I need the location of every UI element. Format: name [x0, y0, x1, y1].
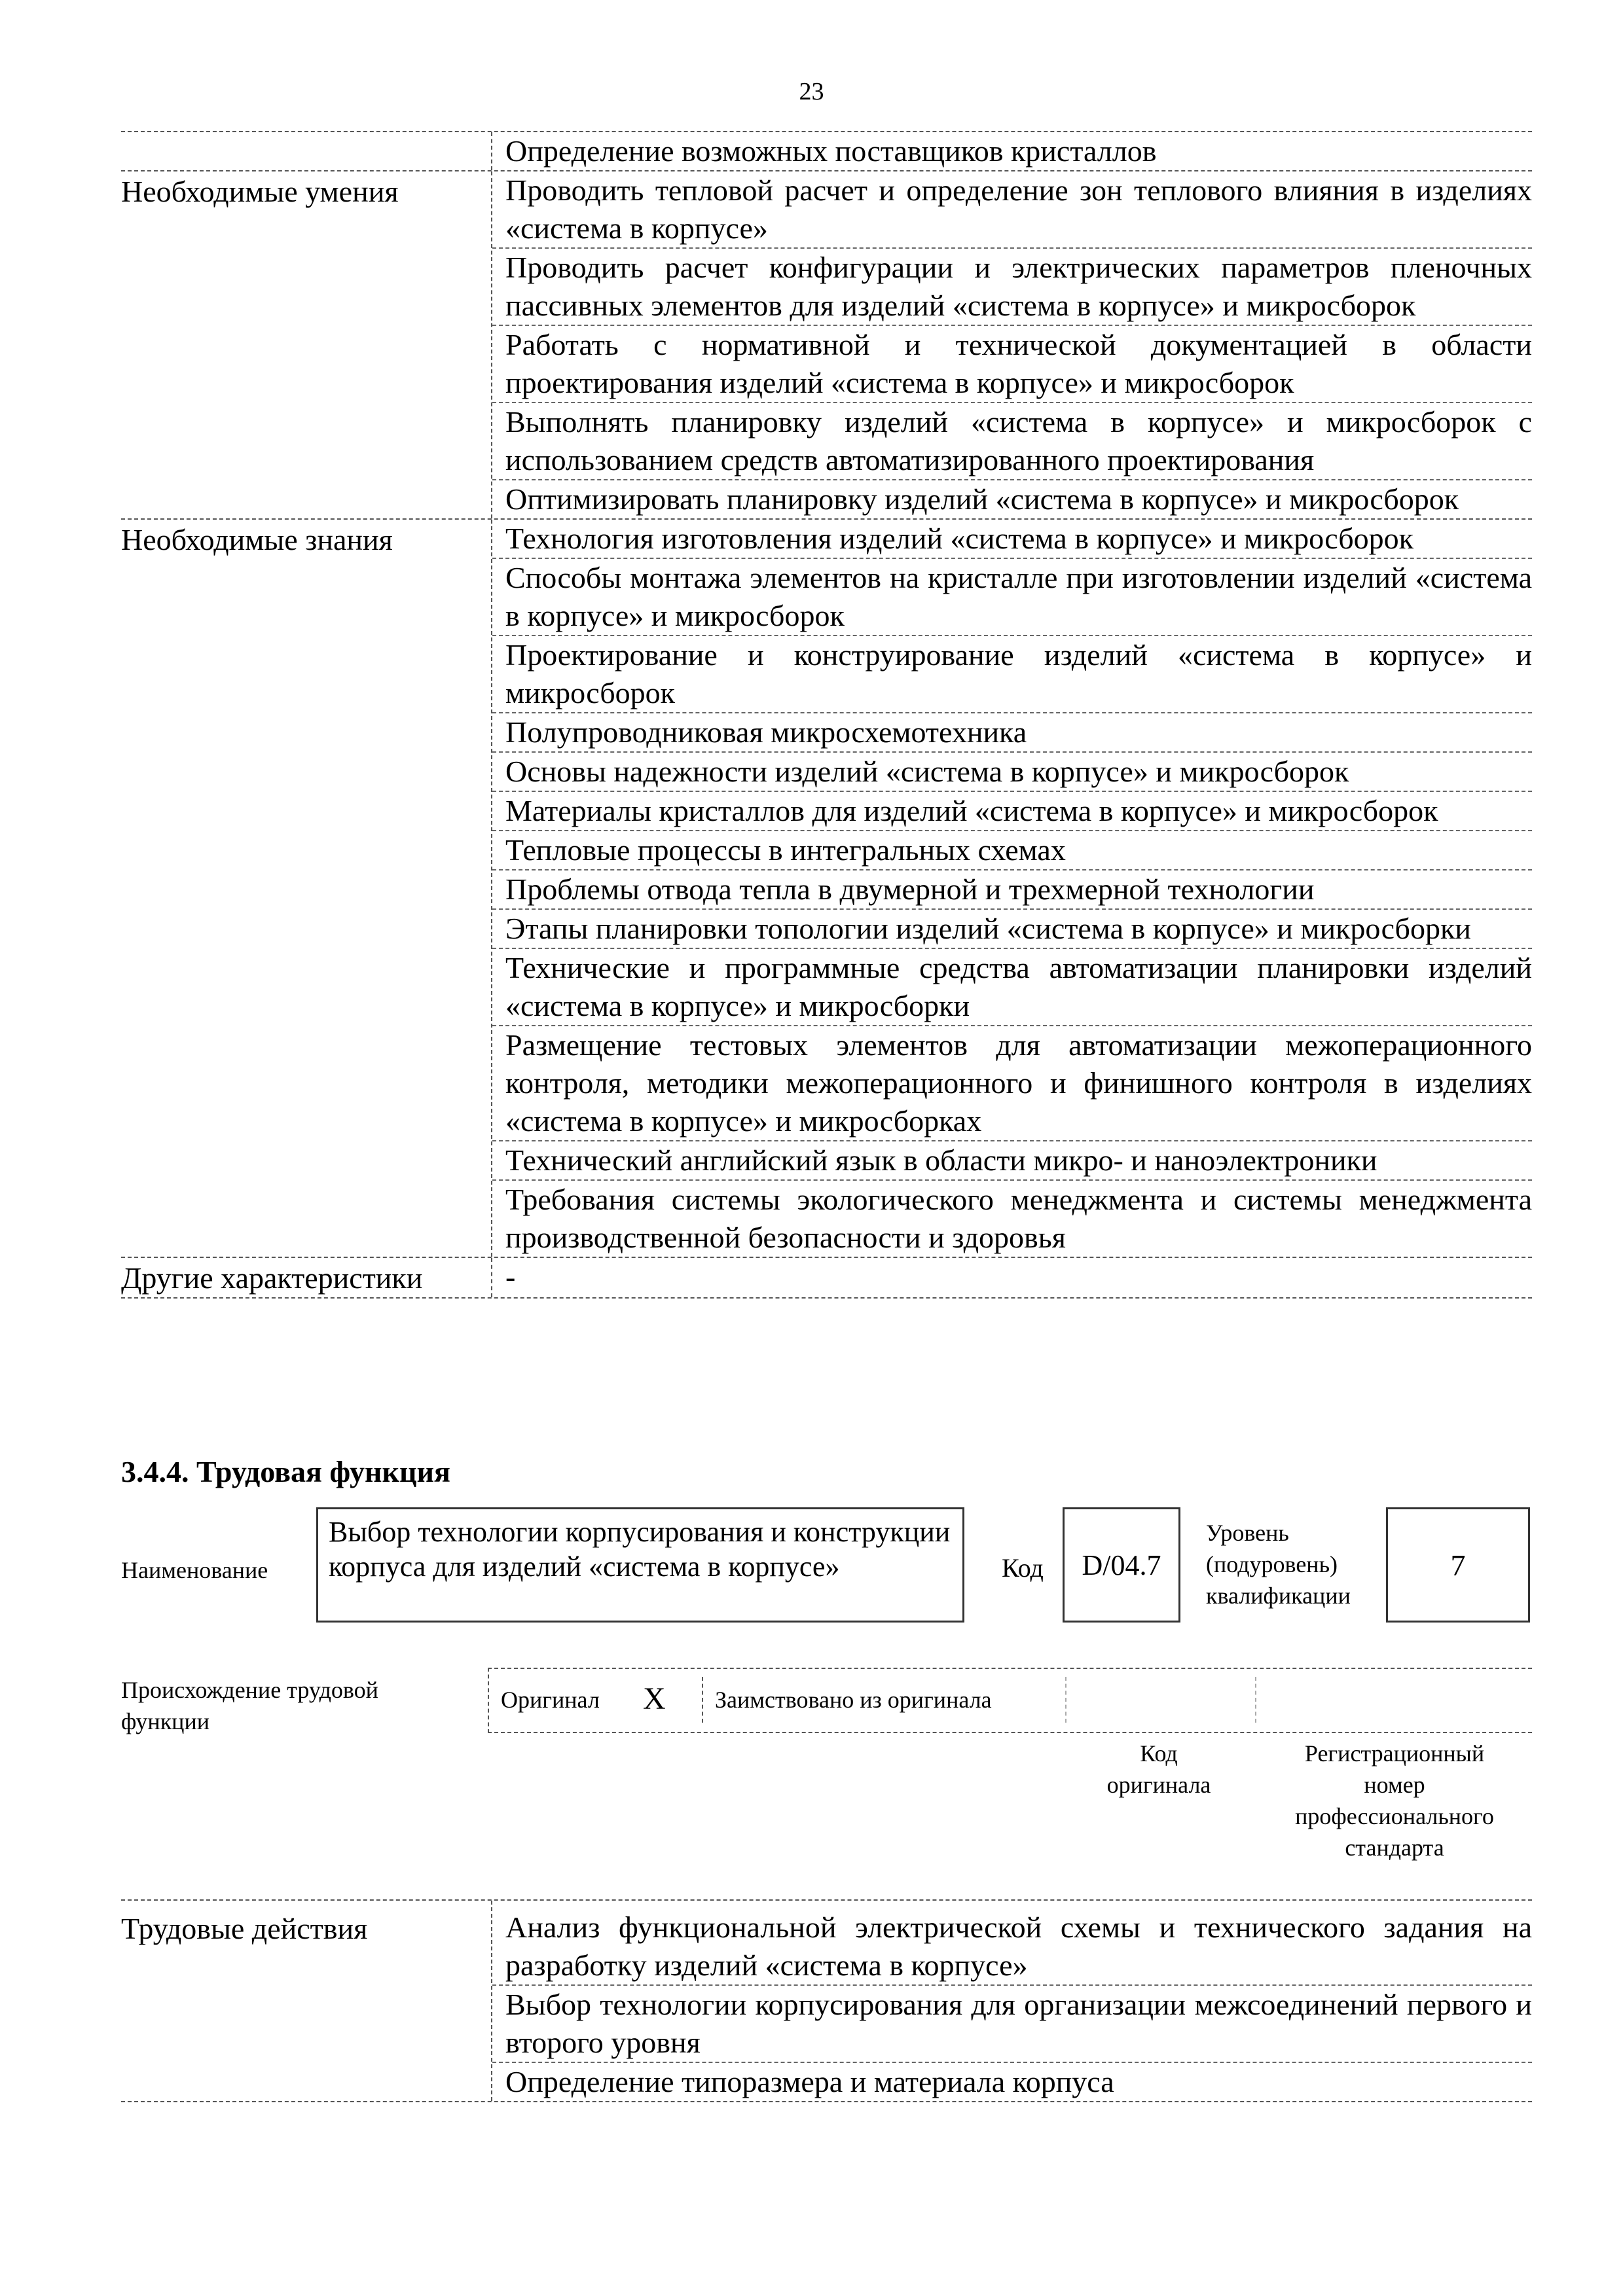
requirements-table — [121, 131, 1532, 1299]
section-title: 3.4.4. Трудовая функция — [121, 1455, 450, 1488]
requirement-item: Определение возможных поставщиков кристаллов — [505, 134, 1157, 168]
requirement-item: Требования системы экологического менеджмента и системы менеджмента производственной безопасности и здоровья — [505, 1183, 1532, 1254]
requirements-row-items — [491, 132, 1532, 170]
original-code-label — [1061, 1738, 1257, 1801]
requirement-item: - — [505, 1260, 516, 1293]
requirement-item: Размещение тестовых элементов для автоматизации межоперационного контроля, методики межоперационного и финишного контроля в изделиях «система в корпусе» и микросборках — [492, 1026, 1532, 1141]
requirement-item: Проблемы отвода тепла в двумерной и трехмерной технологии — [492, 870, 1532, 910]
requirement-item: Технология изготовления изделий «система в корпусе» и микросборок — [492, 520, 1532, 559]
origin-divider — [1065, 1677, 1067, 1723]
requirement-item: Способы монтажа элементов на кристалле при изготовлении изделий «система в корпусе» и микросборок — [492, 559, 1532, 636]
level-label-line: Уровень — [1206, 1520, 1289, 1546]
registration-number-label-line: профессионального — [1295, 1803, 1494, 1829]
requirement-item: Этапы планировки топологии изделий «система в корпусе» и микросборки — [492, 910, 1532, 949]
requirements-row-label — [121, 132, 491, 170]
qualification-level-box: 7 — [1386, 1507, 1530, 1623]
labour-action-item: Определение типоразмера и материала корпуса — [505, 2065, 1114, 2098]
requirement-item: Выполнять планировку изделий «система в корпусе» и микросборок с использованием средств автоматизированного проектирования — [492, 403, 1532, 480]
function-name-box: Выбор технологии корпусирования и конструкции корпуса для изделий «система в корпусе» — [316, 1507, 964, 1623]
name-label: Наименование — [121, 1557, 268, 1583]
requirement-item: Основы надежности изделий «система в корпусе» и микросборок — [492, 753, 1532, 792]
requirement-item: Технические и программные средства автоматизации планировки изделий «система в корпусе» и микросборки — [492, 949, 1532, 1026]
requirement-item: Технический английский язык в области микро- и наноэлектроники — [492, 1141, 1532, 1181]
registration-number-label — [1264, 1738, 1525, 1863]
registration-number-label-line: стандарта — [1345, 1835, 1444, 1861]
original-code-label-line: оригинала — [1106, 1772, 1211, 1798]
origin-original-label: Оригинал — [501, 1687, 600, 1713]
origin-label: Происхождение трудовой функции — [121, 1677, 378, 1734]
requirement-item: Тепловые процессы в интегральных схемах — [492, 831, 1532, 870]
requirements-row — [121, 520, 1532, 1258]
labour-action-item: Анализ функциональной электрической схемы и технического задания на разработку изделий «система в корпусе» — [492, 1909, 1532, 1986]
requirement-item: Материалы кристаллов для изделий «система в корпусе» и микросборок — [492, 792, 1532, 831]
qualification-level-label — [1206, 1517, 1351, 1611]
requirements-row — [121, 131, 1532, 171]
requirement-item: Проводить тепловой расчет и определение зон теплового влияния в изделиях «система в корпусе» — [492, 171, 1532, 249]
requirements-row — [121, 1258, 1532, 1299]
origin-divider — [702, 1677, 703, 1723]
requirements-row-items — [491, 1258, 1532, 1297]
labour-actions-table — [121, 1899, 1532, 2102]
requirements-row-items — [491, 171, 1532, 518]
labour-action-item: Выбор технологии корпусирования для организации межсоединений первого и второго уровня — [492, 1986, 1532, 2063]
registration-number-label-line: Регистрационный — [1304, 1740, 1485, 1767]
origin-box — [488, 1668, 1532, 1733]
requirements-row-label: Другие характеристики — [121, 1261, 423, 1295]
requirement-item: Оптимизировать планировку изделий «система в корпусе» и микросборок — [505, 482, 1459, 516]
page-number: 23 — [799, 78, 824, 105]
requirements-row-label: Необходимые знания — [121, 523, 393, 556]
requirement-item: Проводить расчет конфигурации и электрических параметров пленочных пассивных элементов для изделий «система в корпусе» и микросборок — [492, 249, 1532, 326]
origin-borrowed-label: Заимствовано из оригинала — [715, 1687, 992, 1713]
labour-actions-label: Трудовые действия — [121, 1912, 368, 1945]
origin-original-mark: X — [643, 1681, 666, 1716]
original-code-label-line: Код — [1140, 1740, 1178, 1767]
requirements-row-label: Необходимые умения — [121, 175, 399, 208]
level-label-line: (подуровень) — [1206, 1551, 1338, 1577]
registration-number-label-line: номер — [1364, 1772, 1425, 1798]
level-label-line: квалификации — [1206, 1583, 1351, 1609]
code-label: Код — [1002, 1553, 1044, 1583]
origin-divider — [1255, 1677, 1256, 1723]
requirements-row-items — [491, 520, 1532, 1257]
requirements-row — [121, 171, 1532, 520]
function-code-box: D/04.7 — [1063, 1507, 1180, 1623]
labour-actions-list — [491, 1901, 1532, 2101]
requirement-item: Полупроводниковая микросхемотехника — [492, 713, 1532, 753]
requirement-item: Работать с нормативной и технической документацией в области проектирования изделий «система в корпусе» и микросборок — [492, 326, 1532, 403]
requirement-item: Проектирование и конструирование изделий «система в корпусе» и микросборок — [492, 636, 1532, 713]
